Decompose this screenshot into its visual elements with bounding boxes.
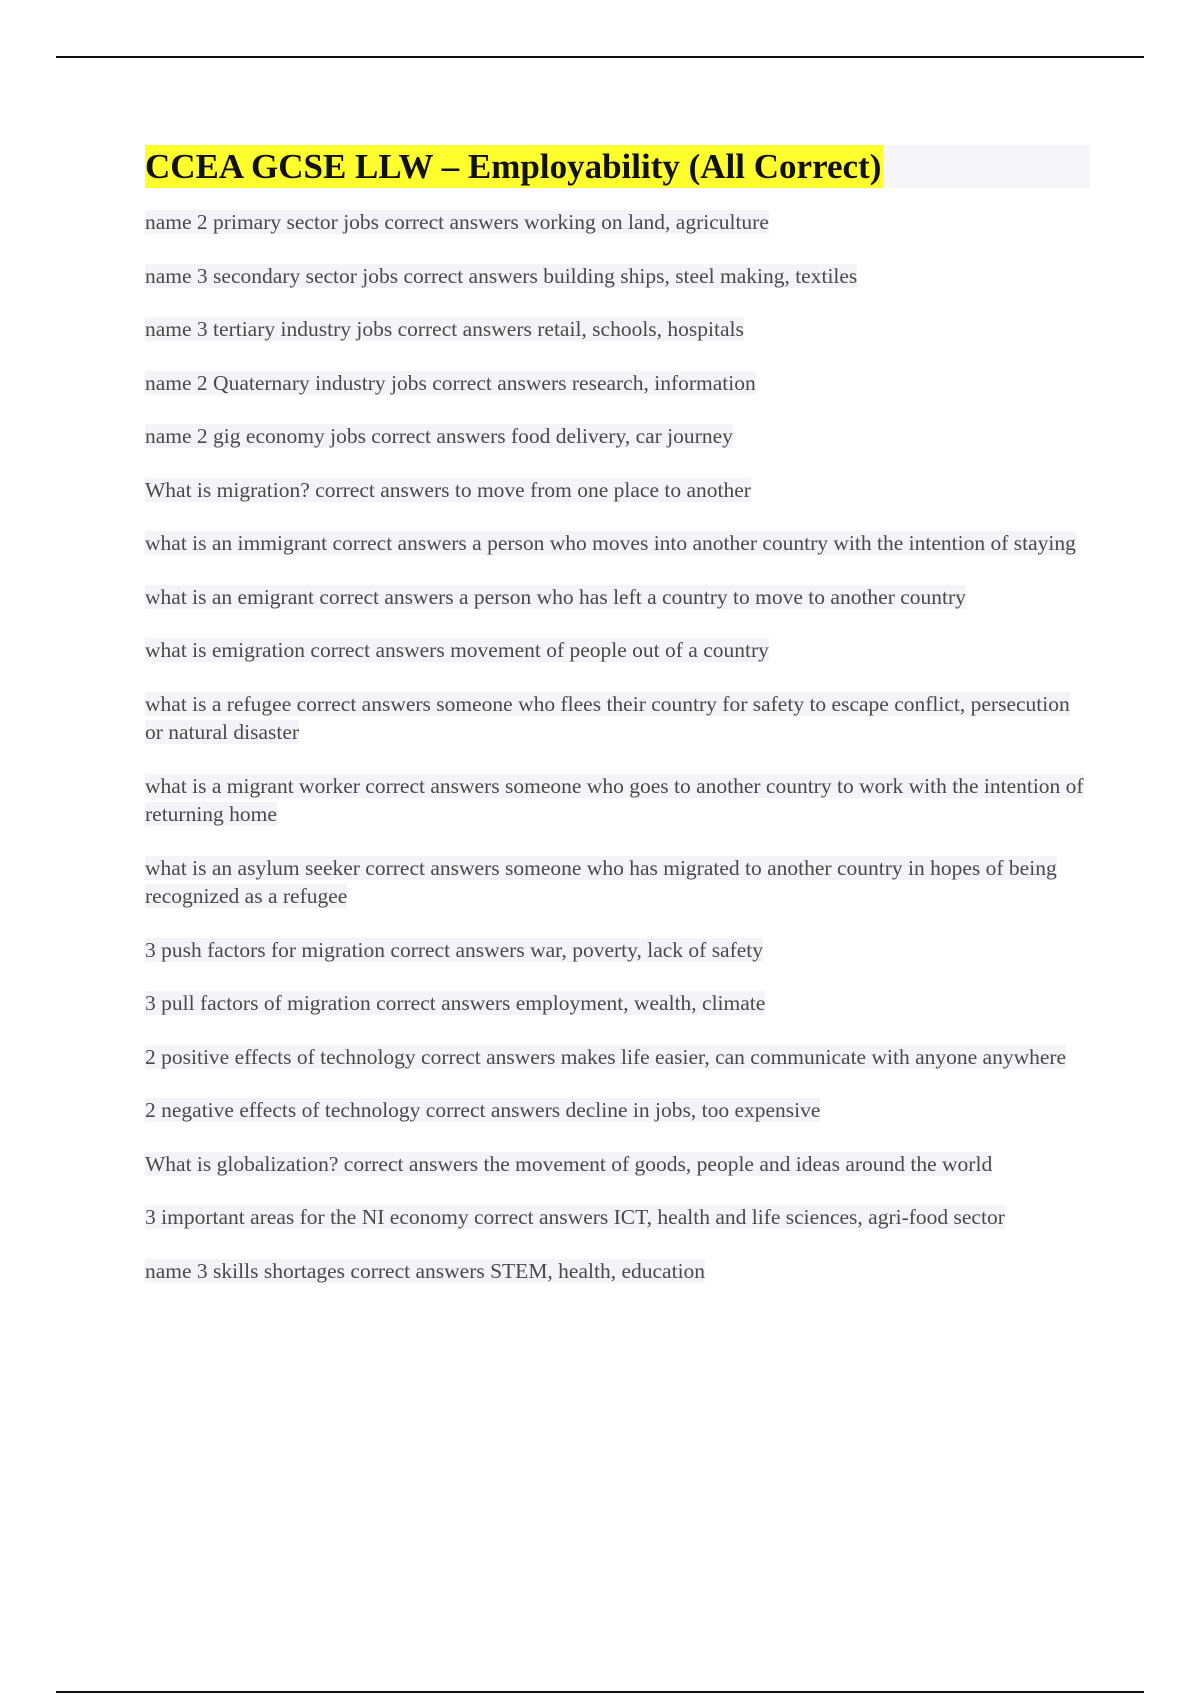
qa-text: name 3 tertiary industry jobs correct answers retail, schools, hospitals: [145, 317, 744, 341]
qa-text: name 2 Quaternary industry jobs correct answers research, information: [145, 370, 756, 395]
qa-text: name 3 skills shortages correct answers STEM, health, education: [145, 1258, 706, 1283]
qa-item: [145, 1203, 1090, 1232]
document-title: CCEA GCSE LLW – Employability (All Correct): [145, 147, 882, 186]
qa-text: what is a migrant worker correct answers someone who goes to another country to work with the intention of returning home: [145, 773, 1084, 826]
qa-item: [145, 1150, 1090, 1179]
qa-text: what is emigration correct answers movement of people out of a country: [145, 638, 769, 662]
qa-text: 2 positive effects of technology correct answers makes life easier, can communicate with anyone anywhere: [145, 1044, 1067, 1069]
qa-item: [145, 529, 1090, 558]
document-body: [145, 145, 1090, 1310]
qa-item: [145, 1043, 1090, 1072]
qa-item: [145, 772, 1090, 829]
qa-text: 3 important areas for the NI economy correct answers ICT, health and life sciences, agri-food sector: [145, 1205, 1005, 1229]
top-rule: [56, 56, 1144, 58]
qa-item: [145, 422, 1090, 451]
qa-text: What is globalization? correct answers the movement of goods, people and ideas around the world: [145, 1151, 993, 1176]
qa-text: what is an emigrant correct answers a person who has left a country to move to another country: [145, 584, 966, 609]
qa-item: [145, 1257, 1090, 1286]
qa-text: name 2 primary sector jobs correct answers working on land, agriculture: [145, 210, 769, 234]
qa-item: [145, 315, 1090, 344]
qa-item: [145, 262, 1090, 291]
qa-text: what is an asylum seeker correct answers someone who has migrated to another country in hopes of being recognized as a refugee: [145, 855, 1057, 908]
qa-text: What is migration? correct answers to move from one place to another: [145, 477, 751, 502]
qa-text: 2 negative effects of technology correct answers decline in jobs, too expensive: [145, 1098, 821, 1122]
qa-text: what is an immigrant correct answers a person who moves into another country with the intention of staying: [145, 531, 1076, 555]
qa-item: [145, 690, 1090, 747]
qa-item: [145, 936, 1090, 965]
qa-text: name 2 gig economy jobs correct answers food delivery, car journey: [145, 424, 733, 448]
qa-text: 3 pull factors of migration correct answers employment, wealth, climate: [145, 991, 766, 1015]
qa-text: what is a refugee correct answers someone who flees their country for safety to escape conflict, persecution or natural disaster: [145, 691, 1070, 744]
qa-item: [145, 369, 1090, 398]
qa-item: [145, 854, 1090, 911]
qa-item: [145, 583, 1090, 612]
bottom-rule: [56, 1691, 1144, 1693]
qa-item: [145, 989, 1090, 1018]
qa-text: name 3 secondary sector jobs correct answers building ships, steel making, textiles: [145, 263, 858, 288]
qa-item: [145, 476, 1090, 505]
title-band: [145, 145, 1090, 188]
qa-item: [145, 1096, 1090, 1125]
qa-item: [145, 208, 1090, 237]
qa-item: [145, 636, 1090, 665]
qa-text: 3 push factors for migration correct answers war, poverty, lack of safety: [145, 937, 764, 962]
